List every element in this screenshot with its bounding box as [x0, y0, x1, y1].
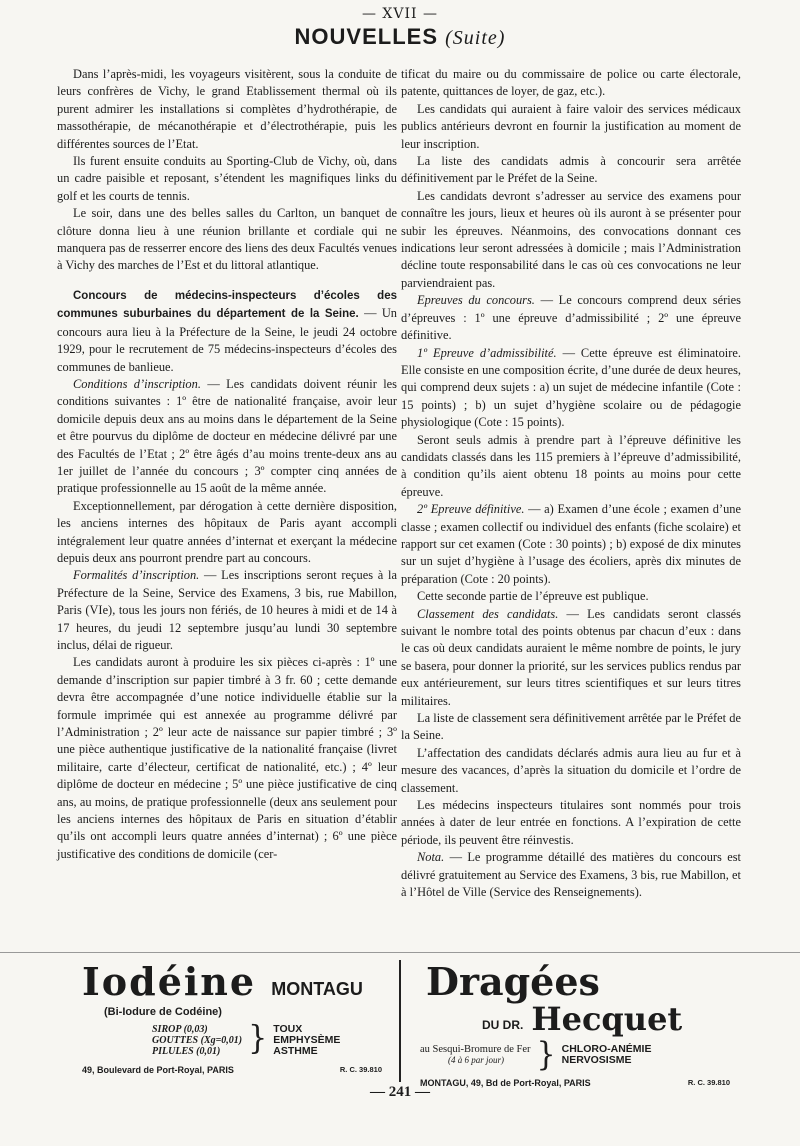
ads-separator	[0, 952, 800, 953]
page-folio: — XVII —	[361, 6, 439, 22]
paragraph: Les candidats devront s’adresser au service des examens pour connaître les jours, lieux et heures où ils auront à se présenter pour subir les épreuves. Néanmoins, des convocations donnant ces indications leur seront adressées à domicile ; mais l’Administration décline toute responsabilité dans le cas où ces convocations ne leur parviendraient pas.	[401, 188, 741, 290]
paragraph: Le soir, dans une des belles salles du Carlton, un banquet de clôture donna lieu à une réunion brillante et cordiale qui ne manquera pas de resserrer encore des liens des deux Facultés venues à Vichy des marches de l’Est et du littoral atlantique.	[57, 206, 397, 273]
subsection-label: 2º Epreuve définitive.	[417, 502, 525, 517]
paragraph-text: — Cette épreuve est éliminatoire. Elle consiste en une composition écrite, d’une durée de deux heures, qui comprend deux sujets : a) un sujet de médecine infantile (Cote : 15 points) ; b) un sujet d’hygiène scolaire ou de pédagogie physiologique (Cote : 15 points).	[401, 345, 741, 430]
paragraph	[401, 501, 741, 588]
subsection-label: Formalités d’inscription.	[73, 568, 200, 583]
indication-item: TOUX	[273, 1023, 303, 1035]
advertisement-iodeine	[82, 960, 382, 1084]
ad-brand-row	[420, 1000, 730, 1038]
title-main: NOUVELLES	[294, 24, 439, 49]
paragraph	[401, 345, 741, 432]
ad-dose-block	[420, 1035, 730, 1074]
left-column	[57, 66, 397, 863]
section-heading: Concours de médecins-inspecteurs d’écoles des communes suburbaines du département de la Seine.	[57, 289, 397, 321]
dose-item: SIROP (0,03)	[152, 1024, 208, 1035]
ad-address-row	[82, 1065, 382, 1075]
paragraph: Exceptionnellement, par dérogation à cette dernière disposition, les anciens internes des hôpitaux de Paris ayant accompli intégralement leur quatre années d’internat et exerçant la médecine depuis deux ans pourront prendre part au concours.	[57, 498, 397, 565]
paragraph	[401, 849, 741, 901]
title-suffix: (Suite)	[445, 27, 506, 49]
subsection-label: Classement des candidats.	[417, 606, 559, 621]
paragraph: La liste des candidats admis à concourir sera arrêtée définitivement par le Préfet de la Seine.	[401, 154, 741, 186]
ad-maker: MONTAGU	[271, 979, 363, 999]
ad-dose-text	[420, 1044, 531, 1066]
ad-address: 49, Boulevard de Port-Royal, PARIS	[82, 1065, 234, 1075]
indication-item: NERVOSISME	[561, 1054, 632, 1066]
dose-small: (4 à 6 par jour)	[448, 1055, 504, 1065]
paragraph-text: — Les inscriptions seront reçues à la Préfecture de la Seine, Service des Examens, 3 bis, rue Mabillon, Paris (VIe), tous les jours non fériés, de 10 heures à midi et de 14 à 17 heures, du jeudi 12 septembre jusqu’au lundi 30 septembre inclus, délai de rigueur.	[57, 568, 397, 652]
paragraph	[57, 376, 397, 498]
ad-divider	[399, 960, 401, 1082]
paragraph: Cette seconde partie de l’épreuve est publique.	[417, 589, 649, 604]
subsection-label: Conditions d’inscription.	[73, 376, 201, 391]
paragraph: tificat du maire ou du commissaire de police ou carte électorale, patente, quittances de loyer, de gaz, etc.).	[401, 67, 741, 99]
ad-dose-block	[152, 1019, 382, 1058]
ad-subtitle: (Bi-Iodure de Codéine)	[104, 1006, 222, 1018]
advertisement-dragees-hecquet	[420, 959, 730, 1088]
paragraph-text: — Les candidats doivent réunir les conditions suivantes : 1º être de nationalité française, avoir leur domicile depuis deux ans au moins dans le département de la Seine et être pourvus du diplôme de docteur en médecine délivré par une des Facultés de l’Etat ; 2º être âgés d’au moins trente-deux ans au 1er juillet de l’année du concours ; 3º compter cinq années de pratique professionnelle au 15 août de la même année.	[57, 376, 397, 496]
indication-item: ASTHME	[273, 1045, 318, 1057]
paragraph-text: — Un concours aura lieu à la Préfecture de la Seine, le jeudi 24 octobre 1929, pour le recrutement de 75 médecins-inspecteurs d’écoles des communes de banlieue.	[57, 306, 397, 374]
paragraph	[57, 567, 397, 654]
brace-glyph: }	[248, 1019, 268, 1058]
indication-item: EMPHYSÈME	[273, 1034, 341, 1046]
paragraph	[401, 292, 741, 344]
page-number: — 241 —	[370, 1084, 430, 1100]
subsection-label: Epreuves du concours.	[417, 293, 535, 308]
paragraph: Dans l’après-midi, les voyageurs visitèrent, sous la conduite de leurs confrères de Vichy, le grand Etablissement thermal où ils purent admirer les installations si complètes d’hydrothérapie, de massothérapie, de mécanothérapie et d’électrothérapie, puis les différentes sources de l’Etat.	[57, 67, 397, 151]
ad-indications	[562, 1044, 652, 1066]
paragraph-text: — Le programme détaillé des matières du concours est délivré gratuitement au Service des Examens, 3 bis, rue Mabillon, et à l’Hôtel de Ville (Service des Renseignements).	[401, 850, 742, 900]
paragraph	[57, 287, 397, 376]
paragraph: Seront seuls admis à prendre part à l’épreuve définitive les candidats classés dans les 115 premiers à l’épreuve d’admissibilité, à condition qu’ils aient obtenu 18 points au moins pour cette épreuve.	[401, 432, 741, 499]
ad-du-dr: DU DR.	[482, 1018, 524, 1032]
ad-brand-iodeine: Iodéine	[82, 959, 257, 1004]
brace-glyph: }	[536, 1035, 556, 1074]
ad-rc: R. C. 39.810	[687, 1078, 730, 1087]
ad-doses	[152, 1024, 242, 1057]
paragraph-text: — Les candidats seront classés suivant le nombre total des points obtenus par chacun d’eux : dans le cas où deux candidats auraient le même nombre de points, le jury se basera, pour donner la priorité, sur les services publics rendus par eux antérieurement, sur leurs titres scientifiques et sur leurs titres militaires.	[401, 606, 741, 708]
indication-item: CHLORO-ANÉMIE	[561, 1043, 652, 1055]
paragraph-text: — a) Examen d’une école ; examen d’une classe ; examen collectif ou individuel des enfants (fiche scolaire) et rapport sur cet examen (Cote : 30 points) ; b) exposé de dix minutes sur un sujet d’hygiène à l’usage des écoliers, après dix minutes de préparation (Cote : 20 points).	[401, 502, 741, 586]
ad-title-dragees: Dragées	[426, 959, 600, 1004]
dose-item: PILULES (0,01)	[152, 1046, 221, 1057]
paragraph-text: — Le concours comprend deux séries d’épreuves : 1º une épreuve d’admissibilité ; 2º une épreuve définitive.	[401, 293, 741, 343]
subsection-label: Nota.	[417, 850, 445, 865]
subsection-label: 1º Epreuve d’admissibilité.	[417, 345, 557, 360]
page-title	[0, 24, 800, 50]
ad-rc: R. C. 39.810	[339, 1065, 382, 1074]
paragraph: La liste de classement sera définitivement arrêtée par le Préfet de la Seine.	[401, 711, 741, 743]
right-column	[401, 66, 741, 902]
paragraph: Les candidats qui auraient à faire valoir des services médicaux publics antérieurs devront en fournir la justification au moment de leur inscription.	[401, 101, 741, 151]
dose-line: au Sesqui-Bromure de Fer	[420, 1044, 531, 1055]
ad-brand-hecquet: Hecquet	[531, 1000, 683, 1038]
paragraph: Les médecins inspecteurs titulaires sont nommés pour trois années à dater de leur entrée en fonctions. A l’expiration de cette période, ils peuvent être réinvestis.	[401, 798, 741, 847]
paragraph: Les candidats auront à produire les six pièces ci-après : 1º une demande d’inscription sur papier timbré à 3 fr. 60 ; cette demande devra être accompagnée d’une notice individuelle établie sur la formule imprimée qui est annexée au programme délivré par l’Administration ; 2º leur acte de naissance sur papier timbré ; 3º une pièce authentique justificative de la nationalité française (livret militaire, carte d’électeur, certificat de nationalité, etc.) ; 4º leur diplôme de docteur en médecine ; 5º une pièce justificative de cinq ans, au moins, de pratique professionnelle (deux ans seulement pour les anciens internes des hôpitaux de Paris en situation d’établir qu’ils ont accompli leurs quatre années d’internat) ; 6º une pièce justificative des conditions de domicile (cer-	[57, 655, 397, 861]
paragraph: Ils furent ensuite conduits au Sporting-Club de Vichy, où, dans un cadre paisible et reposant, s’étendent les magnifiques links du golf et les courts de tennis.	[57, 154, 397, 203]
dose-item: GOUTTES (Xg=0,01)	[152, 1035, 243, 1046]
ad-indications	[273, 1024, 340, 1057]
paragraph: L’affectation des candidats déclarés admis aura lieu au fur et à mesure des vacances, d’après la situation du domicile et l’ordre de classement.	[401, 745, 741, 795]
paragraph	[401, 606, 741, 710]
ad-address: MONTAGU, 49, Bd de Port-Royal, PARIS	[420, 1078, 591, 1088]
